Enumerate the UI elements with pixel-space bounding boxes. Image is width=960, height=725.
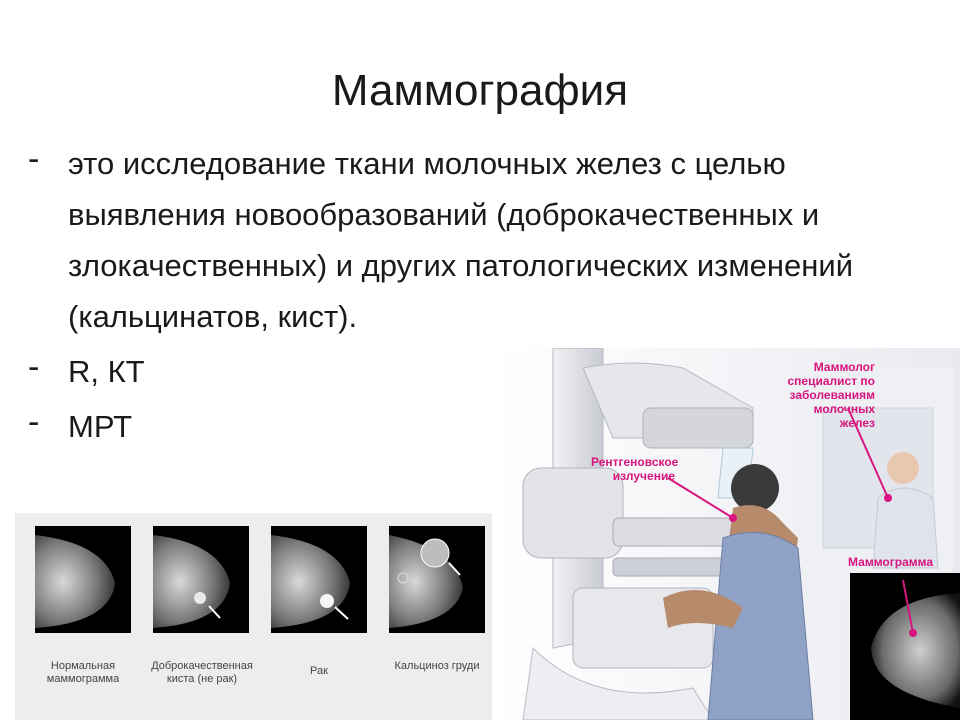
mammogram-calcification — [389, 526, 485, 633]
callout-xray: Рентгеновское излучение — [591, 455, 679, 483]
mammogram-label: Доброкачественная киста (не рак) — [151, 660, 253, 685]
bullet-dash: - — [28, 348, 40, 386]
mammogram-label: Нормальная маммограмма — [46, 660, 120, 685]
mammogram-cyst — [153, 526, 249, 633]
callout-mammologist: Маммолог специалист по заболеваниям молочных желез — [787, 360, 875, 430]
slide-title: Маммография — [331, 66, 629, 115]
mammogram-cancer — [271, 526, 367, 633]
mammogram-label: Кальциноз груди — [394, 660, 480, 672]
bullet-text: это исследование ткани молочных желез с целью выявления новообразований (доброкачественных и злокачественных) и других патологических изменений (кальцинатов, кист). — [68, 146, 854, 334]
bullet-text: R, КТ — [68, 354, 145, 389]
bullet-dash: - — [28, 140, 40, 178]
mammogram-comparison-strip — [15, 513, 492, 720]
bullet-dash: - — [28, 403, 40, 441]
mammogram-images — [15, 513, 492, 720]
mammogram-normal — [35, 526, 131, 633]
callout-mammogram: Маммограмма — [848, 555, 934, 569]
mammography-procedure-illustration — [493, 348, 960, 720]
bullet-item — [28, 138, 858, 342]
mammogram-label: Рак — [310, 665, 328, 677]
bullet-text: МРТ — [68, 409, 133, 444]
procedure-drawing — [493, 348, 960, 720]
